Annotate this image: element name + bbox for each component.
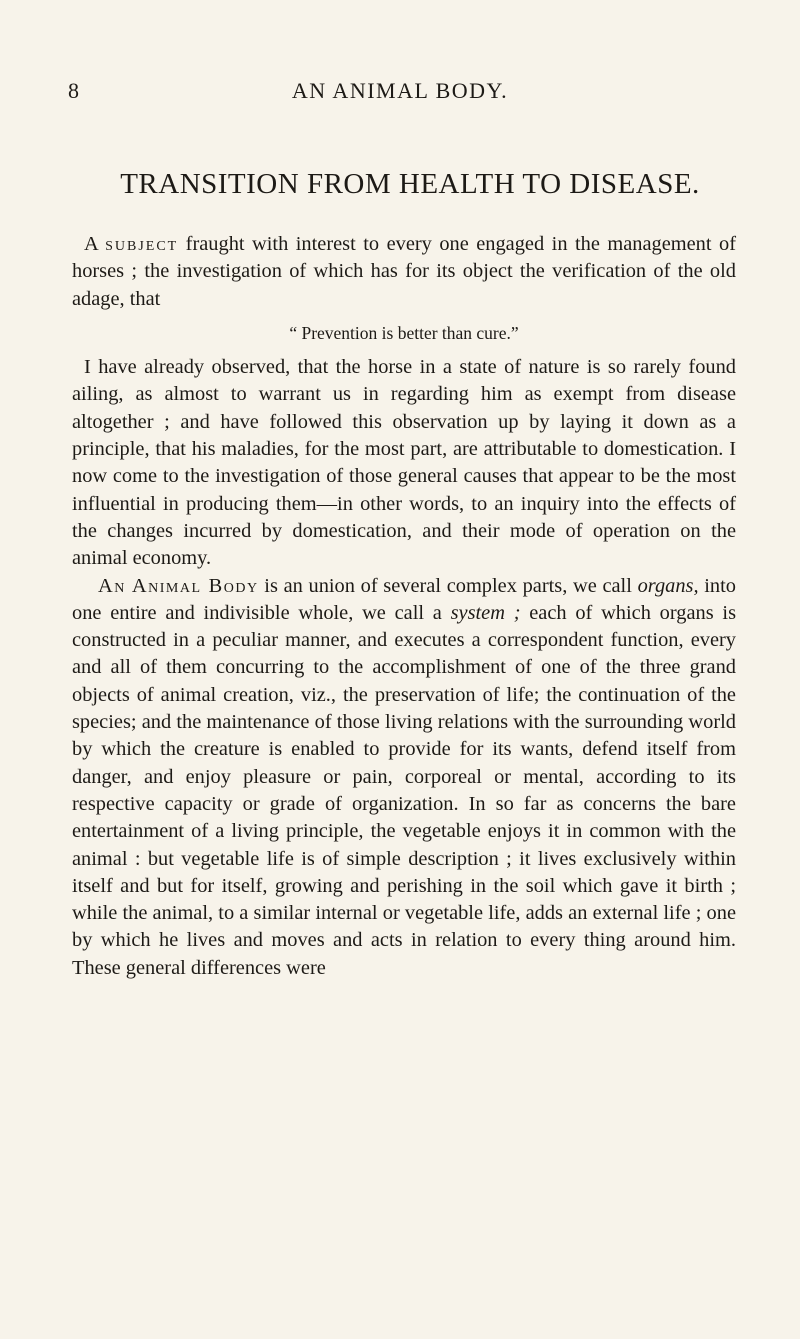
intro-smallcaps: subject (105, 233, 179, 255)
body-text (72, 231, 736, 982)
system-term: system ; (450, 601, 521, 624)
paragraph-animal-body (72, 573, 736, 982)
running-title: AN ANIMAL BODY. (291, 78, 509, 103)
animal-body-text-2: into one entire and indivisible whole, we call a (72, 574, 736, 624)
animal-body-text-1: is an union of several complex parts, we call (258, 574, 638, 597)
adage-quote: “ Prevention is better than cure.” (289, 322, 519, 343)
paragraph-intro (72, 231, 736, 313)
intro-letter: A (84, 233, 106, 255)
organs-term: organs, (637, 574, 699, 597)
page-number: 8 (68, 78, 81, 103)
paragraph-observation: I have already observed, that the horse in a state of nature is so rarely found ailing, as almost to warrant us in regarding him as exempt from disease altogether ; and have followed this observation up by laying it down as a principle, that his maladies, for the most part, are attributable to domestication. I now come to the investigation of those general causes that appear to be the most influential in producing them—in other words, to an inquiry into the effects of the changes incurred by domestication, and their mode of operation on the animal economy. (72, 356, 736, 570)
animal-body-heading: An Animal Body (98, 574, 259, 597)
animal-body-text-3: each of which organs is constructed in a peculiar manner, and executes a correspondent function, every and all of them concurring to the accomplishment of one of the three grand objects of animal creation, viz., the preservation of life; the continuation of the species; and the maintenance of those living relations with the surrounding world by which the creature is enabled to provide for its wants, defend itself from danger, and enjoy pleasure or pain, corporeal or mental, according to its respective capacity or grade of organization. In so far as concerns the bare entertainment of a living principle, the vegetable enjoys it in common with the animal : but vegetable life is of simple description ; it lives exclusively within itself and but for itself, growing and perishing in the soil which gave it birth ; while the animal, to a similar internal or vegetable life, adds an external life ; one by which he lives and moves and acts in relation to every thing around him. These general differences were (72, 601, 737, 979)
chapter-title: TRANSITION FROM HEALTH TO DISEASE. (120, 168, 700, 200)
intro-text: fraught with interest to every one engaged in the management of horses ; the investigation of which has for its object the verification of the old adage, that (72, 233, 736, 310)
running-head (68, 78, 732, 112)
